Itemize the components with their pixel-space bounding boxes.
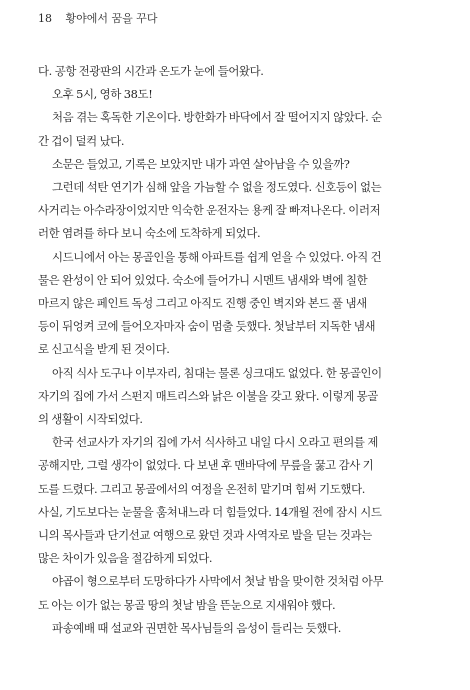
text-line: 도를 드렸다. 그리고 몽골에서의 여정을 온전히 맡기며 힘써 기도했다. <box>38 481 366 496</box>
text-line: 등이 뒤엉켜 코에 들어오자마자 숨이 멈출 듯했다. 첫날부터 지독한 냄새 <box>38 319 376 334</box>
text-line: 시드니에서 아는 몽골인을 통해 아파트를 쉽게 얻을 수 있었다. 아직 건 <box>52 249 382 264</box>
text-line: 처음 겪는 혹독한 기온이다. 방한화가 바닥에서 잘 떨어지지 않았다. 순 <box>52 110 382 125</box>
text-line: 니의 목사들과 단기선교 여행으로 왔던 것과 사역자로 발을 딛는 것과는 <box>38 528 372 543</box>
text-line: 다. 공항 전광판의 시간과 온도가 눈에 들어왔다. <box>38 64 264 78</box>
text-line: 로 신고식을 받게 된 것이다. <box>38 342 170 357</box>
text-line: 러한 염려를 하다 보니 숙소에 도착하게 되었다. <box>38 226 261 241</box>
text-line: 사실, 기도보다는 눈물을 훔쳐내느라 더 힘들었다. 14개월 전에 잠시 시드 <box>38 504 382 519</box>
text-line: 마르지 않은 페인트 독성 그리고 아직도 진행 중인 벽지와 본드 풀 냄새 <box>38 296 367 311</box>
body-text <box>38 60 434 640</box>
text-line: 물은 완성이 안 되어 있었다. 숙소에 들어가니 시멘트 냄새와 벽에 칠한 <box>38 272 368 287</box>
text-line: 공해지만, 그럴 생각이 없었다. 다 보낸 후 맨바닥에 무릎을 꿇고 감사 기 <box>38 458 374 473</box>
text-line: 야곱이 형으로부터 도망하다가 사막에서 첫날 밤을 맞이한 것처럼 아무 <box>52 574 384 589</box>
book-title: 황야에서 꿈을 꾸다 <box>65 12 158 25</box>
text-line: 도 아는 이가 없는 몽골 땅의 첫날 밤을 뜬눈으로 지새워야 했다. <box>38 597 336 612</box>
text-line: 파송예배 때 설교와 권면한 목사님들의 음성이 들리는 듯했다. <box>52 620 342 635</box>
text-line: 아직 식사 도구나 이부자리, 침대는 물론 싱크대도 없었다. 한 몽골인이 <box>52 365 382 380</box>
text-line: 간 겁이 덜컥 났다. <box>38 133 125 148</box>
text-line: 소문은 들었고, 기록은 보았지만 내가 과연 살아남을 수 있을까? <box>52 156 350 171</box>
text-line: 사거리는 아수라장이었지만 익숙한 운전자는 용케 잘 빠져나온다. 이러저 <box>38 203 381 218</box>
page-number: 18 <box>38 12 52 25</box>
text-line: 많은 차이가 있음을 절감하게 되었다. <box>38 551 213 566</box>
text-line: 한국 선교사가 자기의 집에 가서 식사하고 내일 다시 오라고 편의를 제 <box>52 435 379 450</box>
text-line: 자기의 집에 가서 스펀지 매트리스와 낡은 이불을 갖고 왔다. 이렇게 몽골 <box>38 388 378 403</box>
text-line: 오후 5시, 영하 38도! <box>52 87 153 102</box>
text-line: 그런데 석탄 연기가 심해 앞을 가늠할 수 없을 정도였다. 신호등이 없는 <box>52 180 382 195</box>
text-line: 의 생활이 시작되었다. <box>38 412 143 427</box>
running-head <box>38 10 158 26</box>
